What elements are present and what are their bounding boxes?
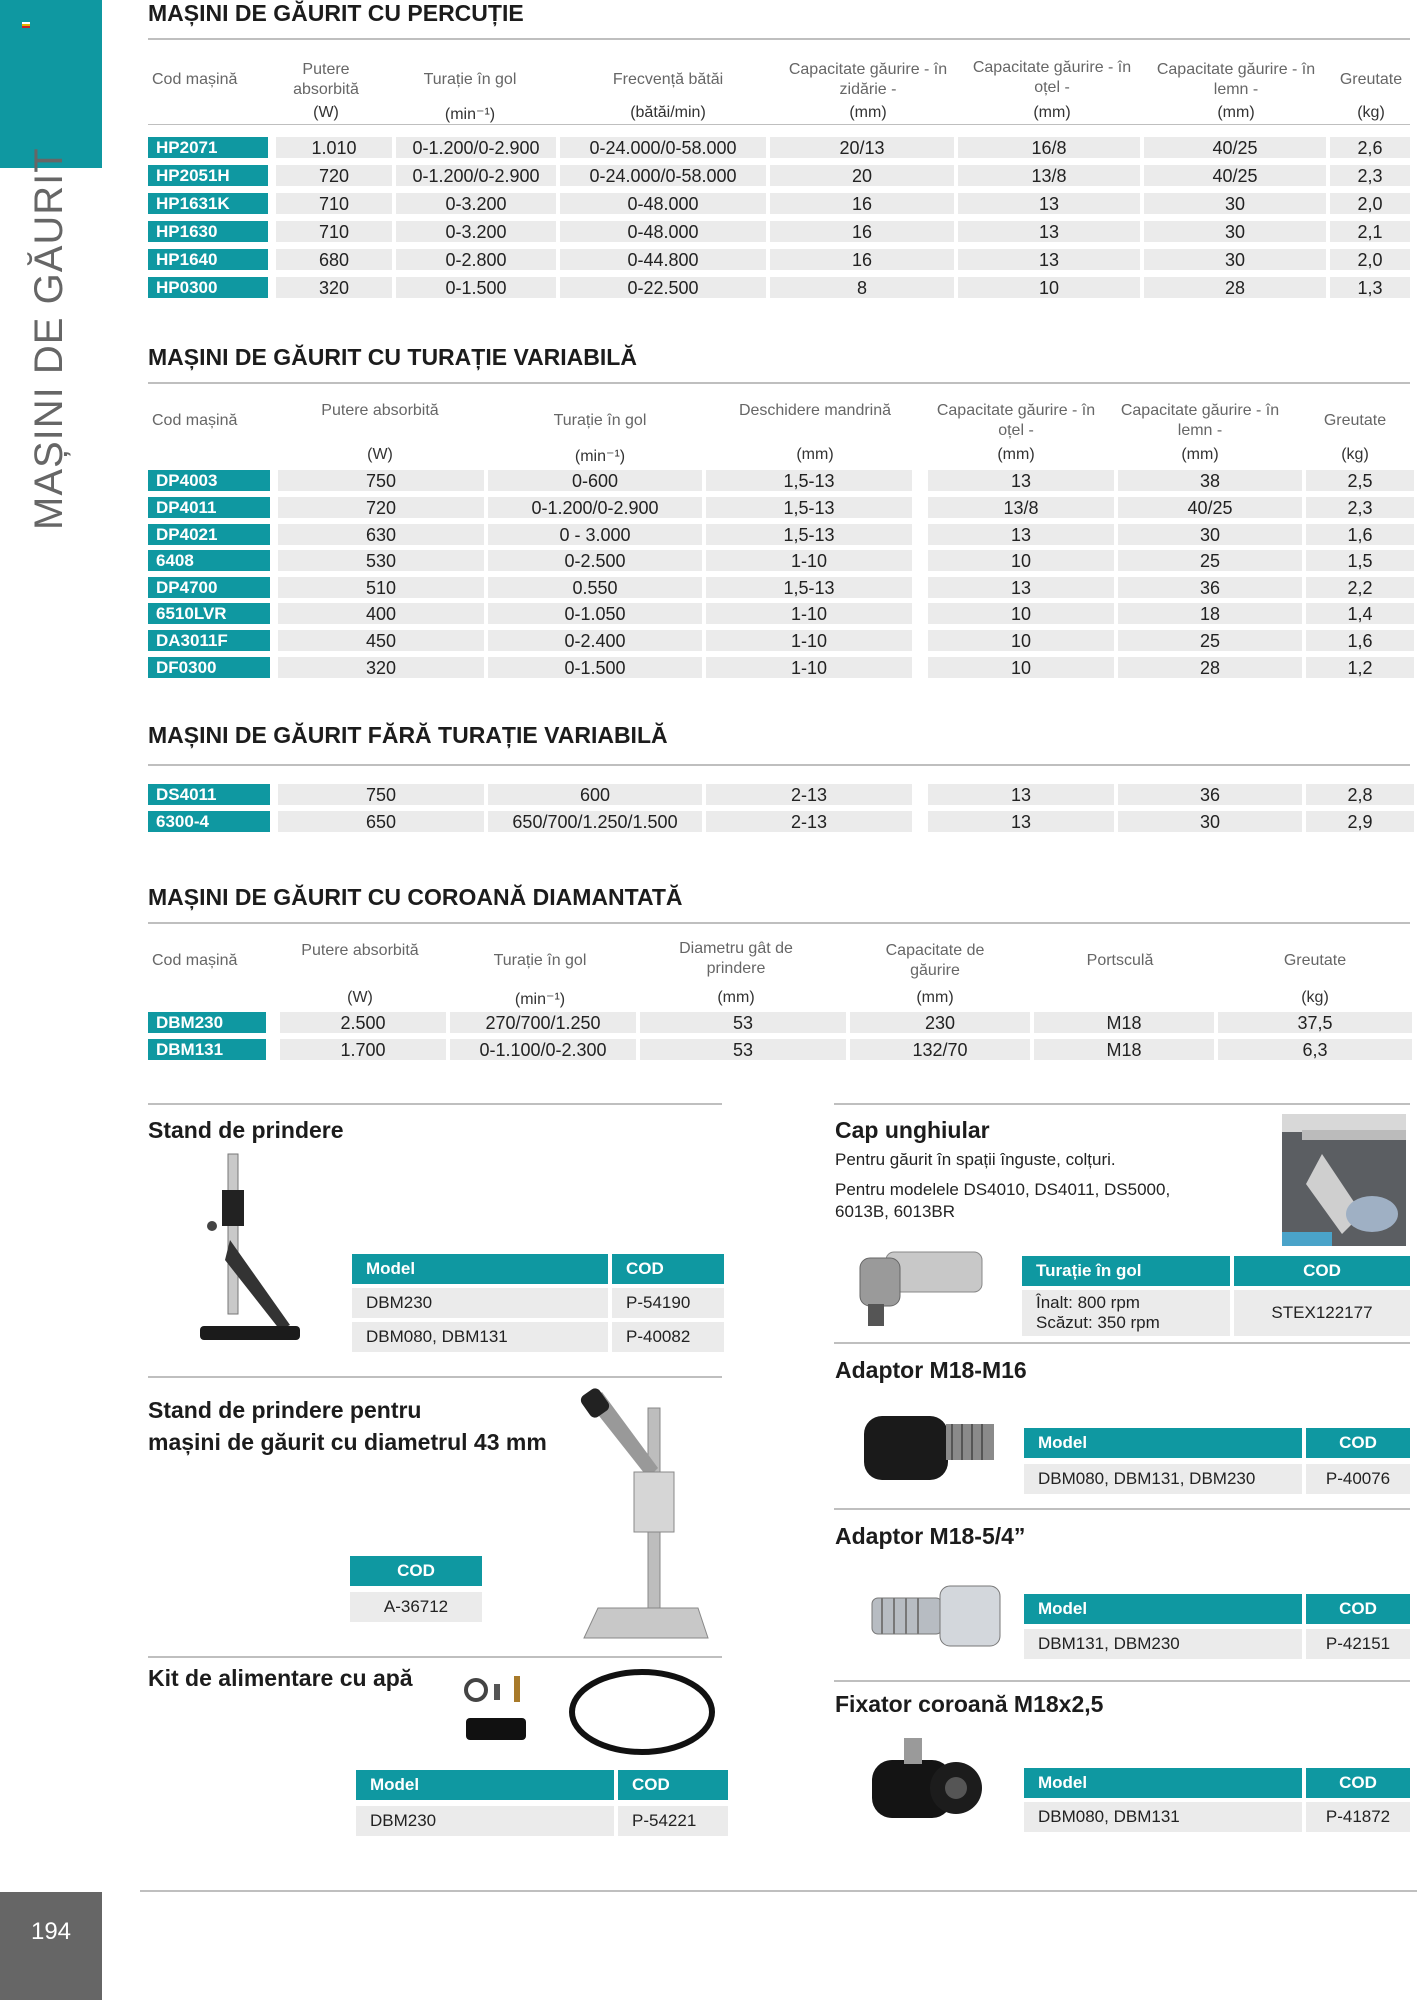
cell: 13 — [928, 811, 1114, 832]
cell: 1,5 — [1306, 550, 1414, 571]
section-divider — [148, 764, 1410, 766]
cell: 13 — [928, 524, 1114, 545]
table-header: Turație în gol — [1022, 1256, 1230, 1286]
code-cell: P-54221 — [618, 1806, 728, 1836]
model-code: DP4011 — [148, 497, 270, 518]
table-header: Model — [356, 1770, 614, 1800]
cell: 16/8 — [958, 137, 1140, 158]
model-cell: DBM080, DBM131, DBM230 — [1024, 1464, 1302, 1494]
header-cap-lemn: Capacitate găurire - în lemn - — [1156, 61, 1316, 98]
cell: 1,2 — [1306, 657, 1414, 678]
cell: 2,5 — [1306, 470, 1414, 491]
cell: 0-1.100/0-2.300 — [450, 1039, 636, 1060]
unit: (mm) — [1217, 104, 1255, 121]
cell: 2.500 — [280, 1012, 446, 1033]
accessory-divider — [834, 1508, 1410, 1510]
table-header: COD — [618, 1770, 728, 1800]
cell: 10 — [928, 630, 1114, 651]
cell: 1.700 — [280, 1039, 446, 1060]
cell: 20 — [770, 165, 954, 186]
cell: 40/25 — [1144, 165, 1326, 186]
adapter-m16-title: Adaptor M18-M16 — [835, 1357, 1027, 1383]
angle-head-usage-photo — [1282, 1114, 1406, 1246]
cell: 510 — [278, 577, 484, 598]
code-cell: P-41872 — [1306, 1802, 1410, 1832]
cell: 0-600 — [488, 470, 702, 491]
cell: 0-1.500 — [396, 277, 556, 298]
section-divider — [148, 382, 1410, 384]
cell: 16 — [770, 221, 954, 242]
cell: 1-10 — [706, 550, 912, 571]
unit: (W) — [313, 104, 339, 121]
cell: 0 - 3.000 — [488, 524, 702, 545]
cell: 0-2.400 — [488, 630, 702, 651]
angle-head-models: Pentru modelele DS4010, DS4011, DS5000, — [835, 1180, 1171, 1199]
table-header: COD — [1234, 1256, 1410, 1286]
stand43-title-line2: mașini de găurit cu diametrul 43 mm — [148, 1429, 547, 1455]
model-code: 6510LVR — [148, 603, 270, 624]
header-turatie: Turație în gol — [493, 952, 587, 969]
cell: 0-3.200 — [396, 221, 556, 242]
cell: 20/13 — [770, 137, 954, 158]
cell: 18 — [1118, 603, 1302, 624]
unit: (mm) — [1033, 104, 1071, 121]
model-code: DP4700 — [148, 577, 270, 598]
cell: 40/25 — [1118, 497, 1302, 518]
adapter-54-title: Adaptor M18-5/4” — [835, 1523, 1026, 1549]
header-capacitate: Capacitate de găurire — [885, 942, 985, 979]
cell: 13/8 — [958, 165, 1140, 186]
model-code: 6300-4 — [148, 811, 270, 832]
water-kit-image — [460, 1666, 720, 1766]
cell: 37,5 — [1218, 1012, 1412, 1033]
cell: 720 — [278, 497, 484, 518]
table-header: Model — [1024, 1428, 1302, 1458]
table-header: COD — [1306, 1428, 1410, 1458]
table-header: COD — [1306, 1768, 1410, 1798]
model-cell: DBM230 — [352, 1288, 608, 1318]
cell: 2,3 — [1306, 497, 1414, 518]
header-putere: Putere absorbită — [321, 402, 439, 419]
cell: 10 — [928, 657, 1114, 678]
cell: 2,0 — [1330, 193, 1410, 214]
unit: (mm) — [717, 989, 755, 1006]
cell: 30 — [1118, 811, 1302, 832]
unit: (bătăi/min) — [630, 104, 706, 121]
cell: 36 — [1118, 784, 1302, 805]
cell: 30 — [1144, 193, 1326, 214]
accessory-divider — [148, 1103, 722, 1105]
cell: 600 — [488, 784, 702, 805]
header-greutate: Greutate — [1339, 71, 1403, 88]
code-cell: P-42151 — [1306, 1629, 1410, 1659]
cell: 10 — [928, 550, 1114, 571]
cell: 1.010 — [276, 137, 392, 158]
cell: 0-2.800 — [396, 249, 556, 270]
model-code: HP1630 — [148, 221, 268, 242]
cell: 1,6 — [1306, 630, 1414, 651]
stand-title: Stand de prindere — [148, 1117, 344, 1143]
code-cell: A-36712 — [350, 1592, 482, 1622]
cell: 680 — [276, 249, 392, 270]
section-title-fixed: MAȘINI DE GĂURIT FĂRĂ TURAȚIE VARIABILĂ — [148, 722, 668, 748]
cell: 750 — [278, 470, 484, 491]
cell: 650 — [278, 811, 484, 832]
table-header: COD — [612, 1254, 724, 1284]
cell: 0.550 — [488, 577, 702, 598]
crown-holder-title: Fixator coroană M18x2,5 — [835, 1691, 1104, 1717]
unit: (W) — [367, 446, 393, 463]
cell: 16 — [770, 249, 954, 270]
cell: 13 — [928, 577, 1114, 598]
crown-holder-image — [852, 1730, 986, 1840]
cell: 0-1.200/0-2.900 — [488, 497, 702, 518]
cell: 530 — [278, 550, 484, 571]
accessory-divider — [148, 1656, 722, 1658]
unit: (min⁻¹) — [444, 106, 496, 123]
header-mandrina: Deschidere mandrină — [738, 402, 892, 419]
section-title-diamond: MAȘINI DE GĂURIT CU COROANĂ DIAMANTATĂ — [148, 884, 683, 910]
adapter-m16-image — [856, 1394, 1000, 1500]
section-title-variable: MAȘINI DE GĂURIT CU TURAȚIE VARIABILĂ — [148, 344, 637, 370]
adapter-54-image — [864, 1572, 1006, 1662]
model-code: DBM230 — [148, 1012, 266, 1033]
unit: (min⁻¹) — [574, 448, 626, 465]
cell: 0-2.500 — [488, 550, 702, 571]
cell: 1,3 — [1330, 277, 1410, 298]
model-cell: DBM131, DBM230 — [1024, 1629, 1302, 1659]
cell: 10 — [958, 277, 1140, 298]
cell: 25 — [1118, 550, 1302, 571]
cell: 0-48.000 — [560, 221, 766, 242]
cell: 0-24.000/0-58.000 — [560, 165, 766, 186]
model-code: DBM131 — [148, 1039, 266, 1060]
drill-press-image — [578, 1388, 712, 1644]
section-divider — [148, 922, 1410, 924]
cell: 53 — [640, 1039, 846, 1060]
cell: 13 — [958, 221, 1140, 242]
cell: 38 — [1118, 470, 1302, 491]
cell: 1,5-13 — [706, 497, 912, 518]
model-code: DA3011F — [148, 630, 270, 651]
cell: 2,1 — [1330, 221, 1410, 242]
cell: 13 — [958, 193, 1140, 214]
cell: 13/8 — [928, 497, 1114, 518]
header-cod: Cod mașină — [152, 952, 238, 969]
unit: (mm) — [997, 446, 1035, 463]
header-cap-otel: Capacitate găurire - în oțel - — [936, 402, 1096, 439]
accessory-divider — [834, 1342, 1410, 1344]
angle-head-models-cont: 6013B, 6013BR — [835, 1202, 956, 1221]
model-code: DS4011 — [148, 784, 270, 805]
cell: 1,5-13 — [706, 577, 912, 598]
cell: 750 — [278, 784, 484, 805]
model-code: HP2051H — [148, 165, 268, 186]
cell: 0-1.200/0-2.900 — [396, 137, 556, 158]
header-cap-otel: Capacitate găurire - în oțel - — [972, 59, 1132, 96]
header-cod: Cod mașină — [152, 71, 238, 88]
header-putere: Putere absorbită — [301, 942, 419, 959]
cell: 400 — [278, 603, 484, 624]
cell: 710 — [276, 221, 392, 242]
cell: 0-1.050 — [488, 603, 702, 624]
accessory-divider — [834, 1103, 1410, 1105]
header-turatie: Turație în gol — [553, 412, 647, 429]
model-cell: DBM080, DBM131 — [352, 1322, 608, 1352]
model-code: HP1631K — [148, 193, 268, 214]
cell: 0-1.200/0-2.900 — [396, 165, 556, 186]
cell: 30 — [1118, 524, 1302, 545]
model-code: DP4021 — [148, 524, 270, 545]
table-header: Model — [1024, 1768, 1302, 1798]
unit: (W) — [347, 989, 373, 1006]
cell: 0-1.500 — [488, 657, 702, 678]
cell: 13 — [928, 470, 1114, 491]
cell: M18 — [1034, 1012, 1214, 1033]
cell: 2,6 — [1330, 137, 1410, 158]
cell: 30 — [1144, 249, 1326, 270]
unit: (mm) — [849, 104, 887, 121]
cell: 30 — [1144, 221, 1326, 242]
cell: 2,0 — [1330, 249, 1410, 270]
model-cell: DBM080, DBM131 — [1024, 1802, 1302, 1832]
cell: 0-3.200 — [396, 193, 556, 214]
cell: 2-13 — [706, 811, 912, 832]
model-code: HP1640 — [148, 249, 268, 270]
cell: 132/70 — [850, 1039, 1030, 1060]
unit: (mm) — [796, 446, 834, 463]
accessory-divider — [834, 1680, 1410, 1682]
model-code: HP2071 — [148, 137, 268, 158]
section-title-percussion: MAȘINI DE GĂURIT CU PERCUȚIE — [148, 0, 524, 26]
footer-rule — [140, 1890, 1417, 1892]
header-cod: Cod mașină — [152, 412, 238, 429]
cell: 16 — [770, 193, 954, 214]
unit: (kg) — [1301, 989, 1329, 1006]
cell: 0-48.000 — [560, 193, 766, 214]
model-code: DF0300 — [148, 657, 270, 678]
cell: 10 — [928, 603, 1114, 624]
cell: 2,2 — [1306, 577, 1414, 598]
drill-stand-image — [190, 1150, 310, 1350]
cell: 320 — [278, 657, 484, 678]
cell: 0-22.500 — [560, 277, 766, 298]
page-number-block — [0, 1892, 102, 2000]
header-diametru: Diametru gât de prindere — [679, 940, 793, 977]
unit: (mm) — [1181, 446, 1219, 463]
cell: 1,4 — [1306, 603, 1414, 624]
cell: 450 — [278, 630, 484, 651]
table-header: COD — [350, 1556, 482, 1586]
cell: 320 — [276, 277, 392, 298]
cell: 2,3 — [1330, 165, 1410, 186]
cell: 28 — [1144, 277, 1326, 298]
cell: 630 — [278, 524, 484, 545]
cell: 1-10 — [706, 603, 912, 624]
cell: 28 — [1118, 657, 1302, 678]
cell: 270/700/1.250 — [450, 1012, 636, 1033]
sidebar-section-label: MAȘINI DE GĂURIT — [27, 147, 71, 530]
speed-low: Scăzut: 350 rpm — [1036, 1313, 1160, 1332]
header-greutate: Greutate — [1323, 412, 1387, 429]
header-turatie: Turație în gol — [423, 71, 517, 88]
cell: 1,5-13 — [706, 470, 912, 491]
cell: 6,3 — [1218, 1039, 1412, 1060]
cell: 1,5-13 — [706, 524, 912, 545]
table-header: Model — [352, 1254, 608, 1284]
cell: 40/25 — [1144, 137, 1326, 158]
header-divider — [148, 124, 1410, 125]
cell: 13 — [958, 249, 1140, 270]
code-cell: P-40082 — [612, 1322, 724, 1352]
speed-cell — [1022, 1290, 1230, 1336]
cell: 53 — [640, 1012, 846, 1033]
code-cell: P-40076 — [1306, 1464, 1410, 1494]
cell: 720 — [276, 165, 392, 186]
code-cell: P-54190 — [612, 1288, 724, 1318]
code-cell: STEX122177 — [1234, 1290, 1410, 1336]
speed-high: Înalt: 800 rpm — [1036, 1293, 1140, 1312]
section-divider — [148, 38, 1410, 40]
header-putere: Putere absorbită — [293, 61, 359, 98]
cell: 230 — [850, 1012, 1030, 1033]
header-cap-zidarie: Capacitate găurire - în zidărie - — [788, 61, 948, 98]
table-header: COD — [1306, 1594, 1410, 1624]
water-kit-title: Kit de alimentare cu apă — [148, 1665, 413, 1691]
accessory-divider — [148, 1376, 722, 1378]
model-code: DP4003 — [148, 470, 270, 491]
page-number: 194 — [30, 1918, 72, 1945]
cell: 25 — [1118, 630, 1302, 651]
unit: (min⁻¹) — [514, 991, 566, 1008]
cell: 710 — [276, 193, 392, 214]
unit: (kg) — [1341, 446, 1369, 463]
unit: (mm) — [916, 989, 954, 1006]
cell: 8 — [770, 277, 954, 298]
cell: 2-13 — [706, 784, 912, 805]
model-code: HP0300 — [148, 277, 268, 298]
cell: 0-24.000/0-58.000 — [560, 137, 766, 158]
header-cap-lemn: Capacitate găurire - în lemn - — [1120, 402, 1280, 439]
header-portscula: Portsculă — [1086, 952, 1154, 969]
cell: 0-44.800 — [560, 249, 766, 270]
angle-head-desc: Pentru găurit în spații înguste, colțuri. — [835, 1150, 1116, 1169]
angle-head-image — [846, 1246, 988, 1330]
angle-head-title: Cap unghiular — [835, 1117, 990, 1143]
cell: 13 — [928, 784, 1114, 805]
cell: 2,9 — [1306, 811, 1414, 832]
header-greutate: Greutate — [1283, 952, 1347, 969]
unit: (kg) — [1357, 104, 1385, 121]
cell: M18 — [1034, 1039, 1214, 1060]
cell: 1,6 — [1306, 524, 1414, 545]
cell: 1-10 — [706, 630, 912, 651]
table-header: Model — [1024, 1594, 1302, 1624]
stand43-title-line1: Stand de prindere pentru — [148, 1397, 422, 1423]
cell: 650/700/1.250/1.500 — [488, 811, 702, 832]
cell: 2,8 — [1306, 784, 1414, 805]
model-code: 6408 — [148, 550, 270, 571]
cell: 36 — [1118, 577, 1302, 598]
header-frecventa: Frecvență bătăi — [612, 71, 724, 88]
cell: 1-10 — [706, 657, 912, 678]
model-cell: DBM230 — [356, 1806, 614, 1836]
